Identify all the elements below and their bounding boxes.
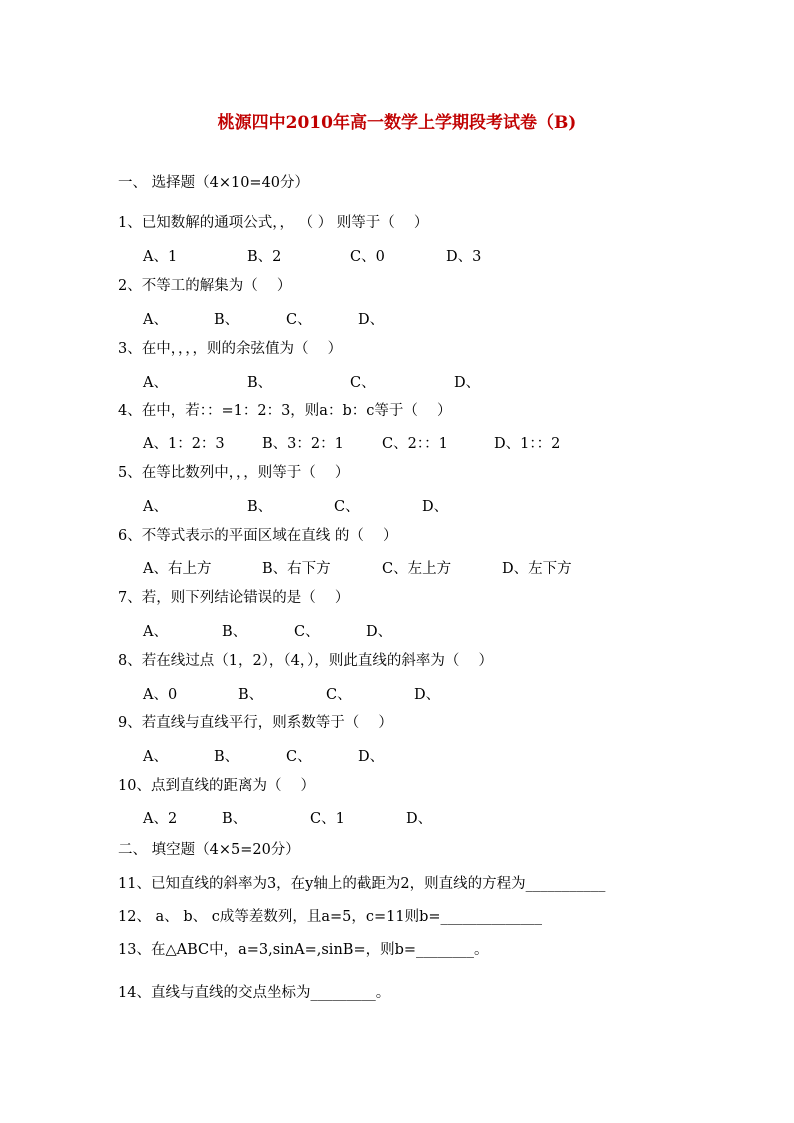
option-b: B、	[222, 811, 248, 827]
option-d: D、	[414, 687, 441, 703]
option-b: B、	[247, 375, 273, 391]
option-a: A、1	[143, 249, 178, 265]
question-stem: 2、不等工的解集为（ ）	[118, 278, 292, 294]
option-d: D、	[366, 624, 393, 640]
option-c: C、	[334, 499, 360, 515]
option-d: D、	[406, 811, 433, 827]
option-b: B、	[214, 312, 240, 328]
fill-question: 12、 a、 b、 c成等差数列，且a=5，c=11则b=______________	[118, 909, 542, 925]
option-a: A、	[143, 624, 168, 640]
section-heading-choice: 一、 选择题（4×10=40分）	[118, 175, 310, 191]
section-heading-fill: 二、 填空题（4×5=20分）	[118, 842, 300, 858]
question-stem: 3、在中，，，，则的余弦值为（ ）	[118, 341, 343, 357]
exam-title: 桃源四中2010年高一数学上学期段考试卷（B)	[217, 113, 577, 133]
question-stem: 10、点到直线的距离为（ ）	[118, 778, 316, 794]
option-d: D、	[358, 312, 385, 328]
fill-question: 13、在△ABC中，a=3,sinA=,sinB=，则b=________。	[118, 942, 489, 958]
option-a: A、右上方	[143, 561, 212, 577]
option-a: A、0	[143, 687, 178, 703]
option-b: B、	[214, 749, 240, 765]
option-d: D、	[422, 499, 449, 515]
option-a: A、	[143, 749, 168, 765]
option-d: D、左下方	[502, 561, 572, 577]
question-stem: 7、若，则下列结论错误的是（ ）	[118, 590, 350, 606]
option-d: D、	[358, 749, 385, 765]
question-stem: 6、不等式表示的平面区域在直线 的（ ）	[118, 528, 398, 544]
option-b: B、2	[247, 249, 282, 265]
option-b: B、	[238, 687, 264, 703]
option-d: D、	[454, 375, 481, 391]
option-a: A、	[143, 312, 168, 328]
option-b: B、	[247, 499, 273, 515]
option-c: C、	[294, 624, 320, 640]
option-a: A、	[143, 375, 168, 391]
option-d: D、1：：2	[494, 436, 561, 452]
question-stem: 4、在中，若：：=1：2：3，则a：b：c等于（ ）	[118, 403, 452, 419]
option-c: C、	[326, 687, 352, 703]
option-c: C、	[350, 375, 376, 391]
option-c: C、2：：1	[382, 436, 448, 452]
fill-question: 14、直线与直线的交点坐标为_________。	[118, 985, 391, 1001]
question-stem: 1、已知数解的通项公式，， （ ） 则等于（ ）	[118, 215, 429, 231]
option-b: B、右下方	[262, 561, 331, 577]
option-c: C、0	[350, 249, 385, 265]
option-b: B、3：2：1	[262, 436, 344, 452]
question-stem: 5、在等比数列中，，，则等于（ ）	[118, 465, 350, 481]
option-a: A、	[143, 499, 168, 515]
option-c: C、	[286, 749, 312, 765]
fill-question: 11、已知直线的斜率为3，在y轴上的截距为2，则直线的方程为___________	[118, 876, 606, 892]
option-c: C、1	[310, 811, 345, 827]
option-a: A、2	[143, 811, 178, 827]
option-c: C、	[286, 312, 312, 328]
option-b: B、	[222, 624, 248, 640]
question-stem: 8、若在线过点（1，2），（4，），则此直线的斜率为（ ）	[118, 653, 494, 669]
option-a: A、1：2：3	[143, 436, 225, 452]
question-stem: 9、若直线与直线平行，则系数等于（ ）	[118, 715, 393, 731]
option-d: D、3	[446, 249, 482, 265]
option-c: C、左上方	[382, 561, 452, 577]
